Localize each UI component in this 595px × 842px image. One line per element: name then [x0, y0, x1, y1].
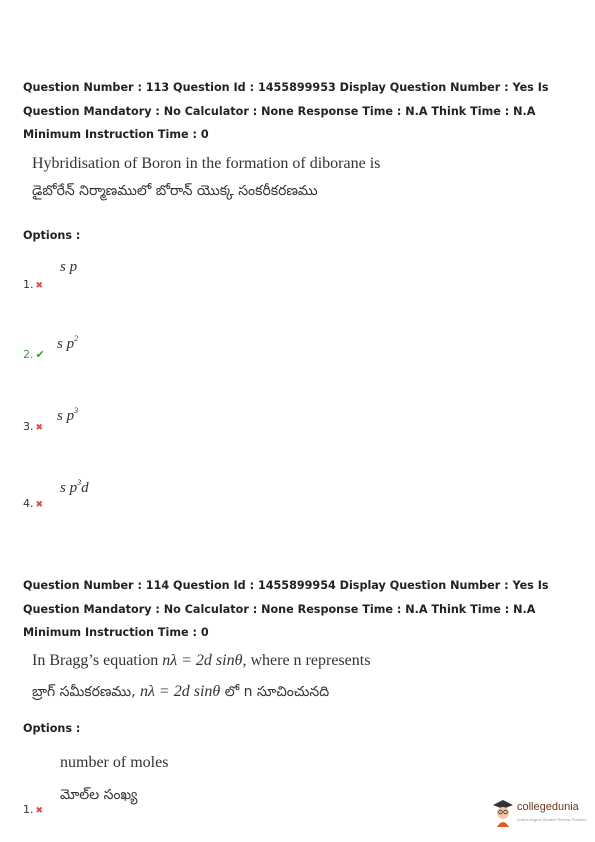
question-113-text-en: Hybridisation of Boron in the formation of diborane is — [32, 155, 381, 172]
bragg-equation: nλ = 2d sinθ — [162, 652, 243, 669]
question-114-meta: Question Number : 114 Question Id : 1455899954 Display Question Number : Yes Is Question Mandatory : No Calculator : None Response Time : N.A Think Time : N.A Minimum Instruction Time : 0 — [23, 579, 549, 639]
question-113-text-te: డైబోరేన్ నిర్మాణములో బోరాన్ యొక్క సంకరీకరణము — [32, 183, 318, 199]
question-114-text-te: బ్రాగ్ సమీకరణము, nλ = 2d sinθ లో n సూచించునది — [32, 683, 330, 700]
wrong-mark-icon: ✖ — [35, 423, 44, 433]
option-1-number: 1. ✖ — [23, 803, 44, 816]
logo-name: collegedunia — [517, 801, 579, 813]
option-4-text: s $p^3d$ — [60, 478, 89, 496]
correct-check-icon: ✔ — [35, 348, 45, 361]
logo-tagline: India's largest Student Review Platform — [517, 817, 587, 822]
bragg-equation-te: nλ = 2d sinθ — [140, 683, 221, 700]
option-1-text-te: మోల్‌ల సంఖ్య — [60, 787, 138, 803]
question-114-text-en: In Bragg’s equation nλ = 2d sinθ, where n represents — [32, 652, 371, 669]
options-label: Options : — [23, 722, 81, 735]
option-1-text: s p — [60, 259, 78, 275]
option-3-number: 3. ✖ — [23, 420, 44, 433]
option-4-number: 4. ✖ — [23, 497, 44, 510]
collegedunia-logo — [492, 795, 592, 835]
wrong-mark-icon: ✖ — [35, 806, 44, 816]
question-113-meta: Question Number : 113 Question Id : 1455899953 Display Question Number : Yes Is Question Mandatory : No Calculator : None Response Time : N.A Think Time : N.A Minimum Instruction Time : 0 — [23, 81, 549, 141]
option-2-number: 2. ✔ — [23, 348, 45, 361]
student-mascot-icon — [492, 799, 514, 827]
options-label: Options : — [23, 229, 81, 242]
wrong-mark-icon: ✖ — [35, 500, 44, 510]
option-1-text-en: number of moles — [60, 754, 169, 771]
option-3-text: s $p^3$ — [57, 406, 79, 424]
wrong-mark-icon: ✖ — [35, 281, 44, 291]
option-2-text: s $p^2$ — [57, 334, 79, 352]
option-1-number: 1. ✖ — [23, 278, 44, 291]
